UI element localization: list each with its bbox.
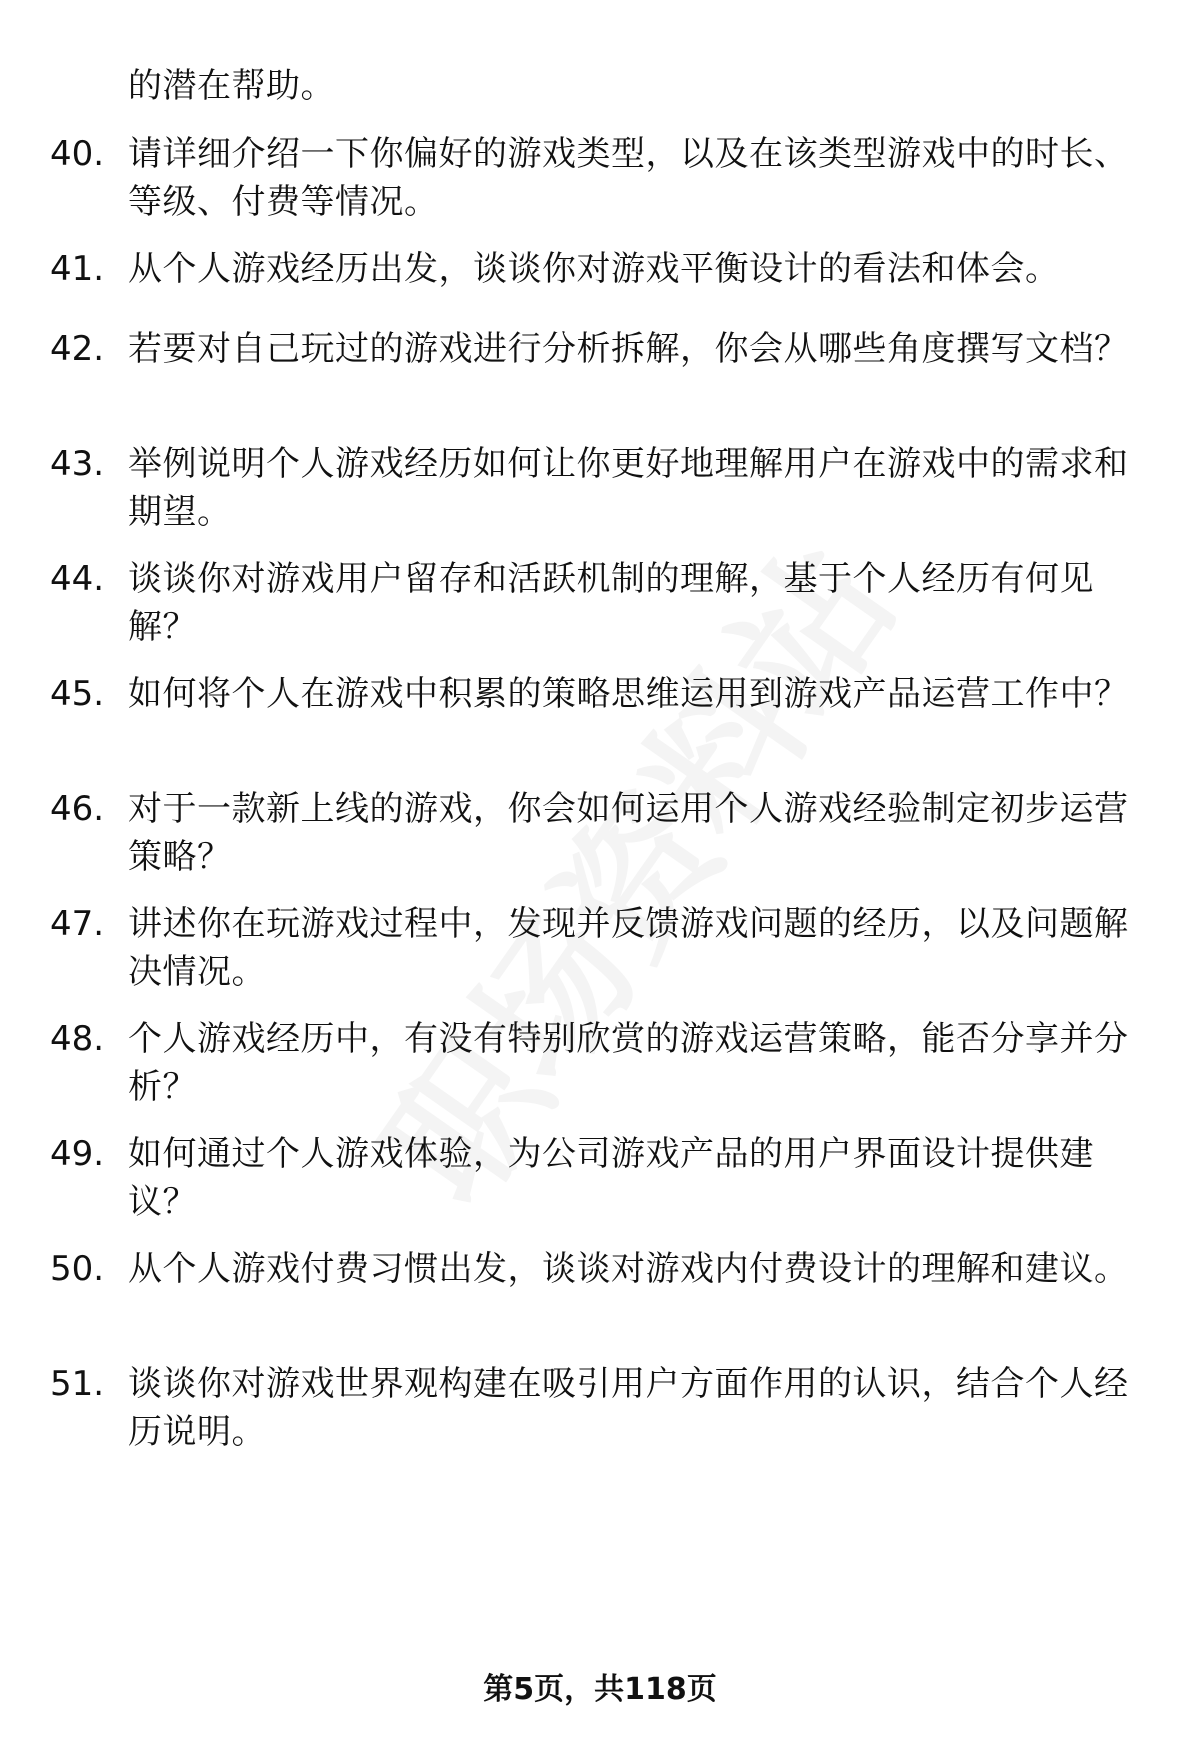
question-text: 从个人游戏经历出发，谈谈你对游戏平衡设计的看法和体会。 [128,249,1060,289]
question-text: 讲述你在玩游戏过程中，发现并反馈游戏问题的经历，以及问题解决情况。 [128,904,1129,992]
question-number: 40. [50,134,105,174]
question-number: 50. [50,1249,105,1289]
question-number: 45. [50,674,105,714]
question-text: 对于一款新上线的游戏，你会如何运用个人游戏经验制定初步运营策略？ [128,789,1129,877]
question-number: 41. [50,249,105,289]
question-number: 42. [50,329,105,369]
question-text: 如何将个人在游戏中积累的策略思维运用到游戏产品运营工作中？ [128,674,1129,714]
question-number: 51. [50,1364,105,1404]
question-number: 43. [50,444,105,484]
question-text: 若要对自己玩过的游戏进行分析拆解，你会从哪些角度撰写文档？ [128,329,1129,369]
question-text: 从个人游戏付费习惯出发，谈谈对游戏内付费设计的理解和建议。 [128,1249,1129,1289]
question-number: 44. [50,559,105,599]
question-number: 47. [50,904,105,944]
question-number: 49. [50,1134,105,1174]
continuation-text: 的潜在帮助。 [128,66,335,106]
question-text: 谈谈你对游戏世界观构建在吸引用户方面作用的认识，结合个人经历说明。 [128,1364,1129,1452]
question-number: 48. [50,1019,105,1059]
question-text: 举例说明个人游戏经历如何让你更好地理解用户在游戏中的需求和期望。 [128,444,1129,532]
page-footer: 第5页，共118页 [483,1672,717,1707]
question-text: 谈谈你对游戏用户留存和活跃机制的理解，基于个人经历有何见解？ [128,559,1094,647]
question-text: 如何通过个人游戏体验，为公司游戏产品的用户界面设计提供建议？ [128,1134,1094,1222]
question-text: 个人游戏经历中，有没有特别欣赏的游戏运营策略，能否分享并分析？ [128,1019,1129,1107]
question-text: 请详细介绍一下你偏好的游戏类型，以及在该类型游戏中的时长、等级、付费等情况。 [128,134,1129,222]
question-number: 46. [50,789,105,829]
